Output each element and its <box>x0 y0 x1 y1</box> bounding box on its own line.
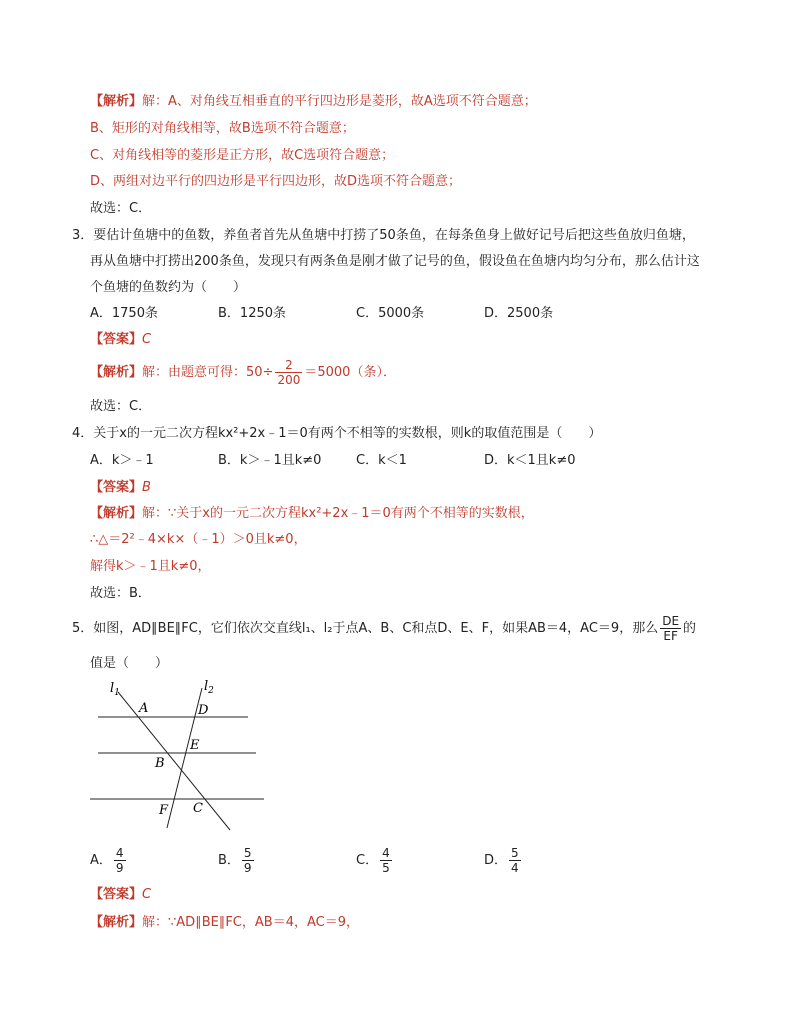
q2-analysis-line-4: D、两组对边平行的四边形是平行四边形，故D选项不符合题意； <box>90 174 462 189</box>
q4-answer: 【答案】B <box>90 480 151 495</box>
line-l1 <box>118 692 230 830</box>
q4-stem: 4．关于x的一元二次方程kx²+2x﹣1＝0有两个不相等的实数根，则k的取值范围是（ ） <box>72 426 602 441</box>
q3-stem-line-1: 3．要估计鱼塘中的鱼数，养鱼者首先从鱼塘中打捞了50条鱼，在每条鱼身上做好记号后把这些鱼放归鱼塘， <box>72 228 695 243</box>
q3-option-b: B．1250条 <box>218 306 287 321</box>
q4-option-d: D．k＜1且k≠0 <box>484 453 576 468</box>
q4-option-a: A．k＞﹣1 <box>90 453 154 468</box>
q5-answer: 【答案】C <box>90 887 152 902</box>
q5-figure <box>88 678 270 833</box>
q3-option-a: A．1750条 <box>90 306 158 321</box>
label-b: B <box>155 756 165 771</box>
q3-stem-line-2: 再从鱼塘中打捞出200条鱼，发现只有两条鱼是刚才做了记号的鱼，假设鱼在鱼塘内均匀分布，那么估计这 <box>90 254 700 269</box>
q4-analysis-line-3: 解得k＞﹣1且k≠0， <box>90 559 211 574</box>
label-a: A <box>139 701 149 716</box>
q5-option-c: C． $\frac{4}{5}$ <box>356 846 390 875</box>
q4-analysis-line-1: 【解析】解：∵关于x的一元二次方程kx²+2x﹣1＝0有两个不相等的实数根， <box>90 506 534 521</box>
q2-choose: 故选：C． <box>90 201 152 216</box>
analysis-tag: 【解析】 <box>90 94 143 109</box>
q2-analysis-line-3: C、对角线相等的菱形是正方形，故C选项符合题意； <box>90 148 395 163</box>
label-c: C <box>193 801 203 816</box>
q3-answer: 【答案】C <box>90 332 152 347</box>
q5-option-d: D． $\frac{5}{4}$ <box>484 846 519 875</box>
q4-option-b: B．k＞﹣1且k≠0 <box>218 453 322 468</box>
q4-option-c: C．k＜1 <box>356 453 407 468</box>
q3-fraction: $\frac{2}{200}$ <box>277 358 301 387</box>
q4-analysis-line-2: ∴△＝2²﹣4×k×（﹣1）＞0且k≠0， <box>90 532 307 547</box>
q3-option-d: D．2500条 <box>484 306 554 321</box>
q5-analysis-line-1: 【解析】解：∵AD∥BE∥FC，AB＝4，AC＝9， <box>90 915 359 930</box>
q2-analysis-line-2: B、矩形的对角线相等，故B选项不符合题意； <box>90 121 355 136</box>
label-e: E <box>190 738 200 753</box>
label-l2: $l_2$ <box>204 679 214 696</box>
q3-option-c: C．5000条 <box>356 306 425 321</box>
q2-analysis-line-1: 【解析】解：A、对角线互相垂直的平行四边形是菱形，故A选项不符合题意； <box>90 94 537 109</box>
q4-choose: 故选：B． <box>90 586 151 601</box>
q3-stem-line-3: 个鱼塘的鱼数约为（ ） <box>90 280 247 295</box>
q5-stem-line-1: 5．如图，AD∥BE∥FC，它们依次交直线l₁、l₂于点A、B、C和点D、E、F，如果AB＝4，AC＝9，那么 $\frac{DE}{EF}$ 的 <box>72 614 697 643</box>
q3-choose: 故选：C． <box>90 399 152 414</box>
q5-option-b: B． $\frac{5}{9}$ <box>218 846 252 875</box>
label-l1: $l_1$ <box>110 681 120 698</box>
label-d: D <box>198 703 209 718</box>
q3-analysis: 【解析】解：由题意可得：50÷ $\frac{2}{200}$ ＝5000（条）． <box>90 358 396 387</box>
q5-stem-fraction: $\frac{DE}{EF}$ <box>662 614 680 643</box>
label-f: F <box>159 803 169 818</box>
q5-stem-line-2: 值是（ ） <box>90 656 169 671</box>
q5-option-a: A． $\frac{4}{9}$ <box>90 846 124 875</box>
